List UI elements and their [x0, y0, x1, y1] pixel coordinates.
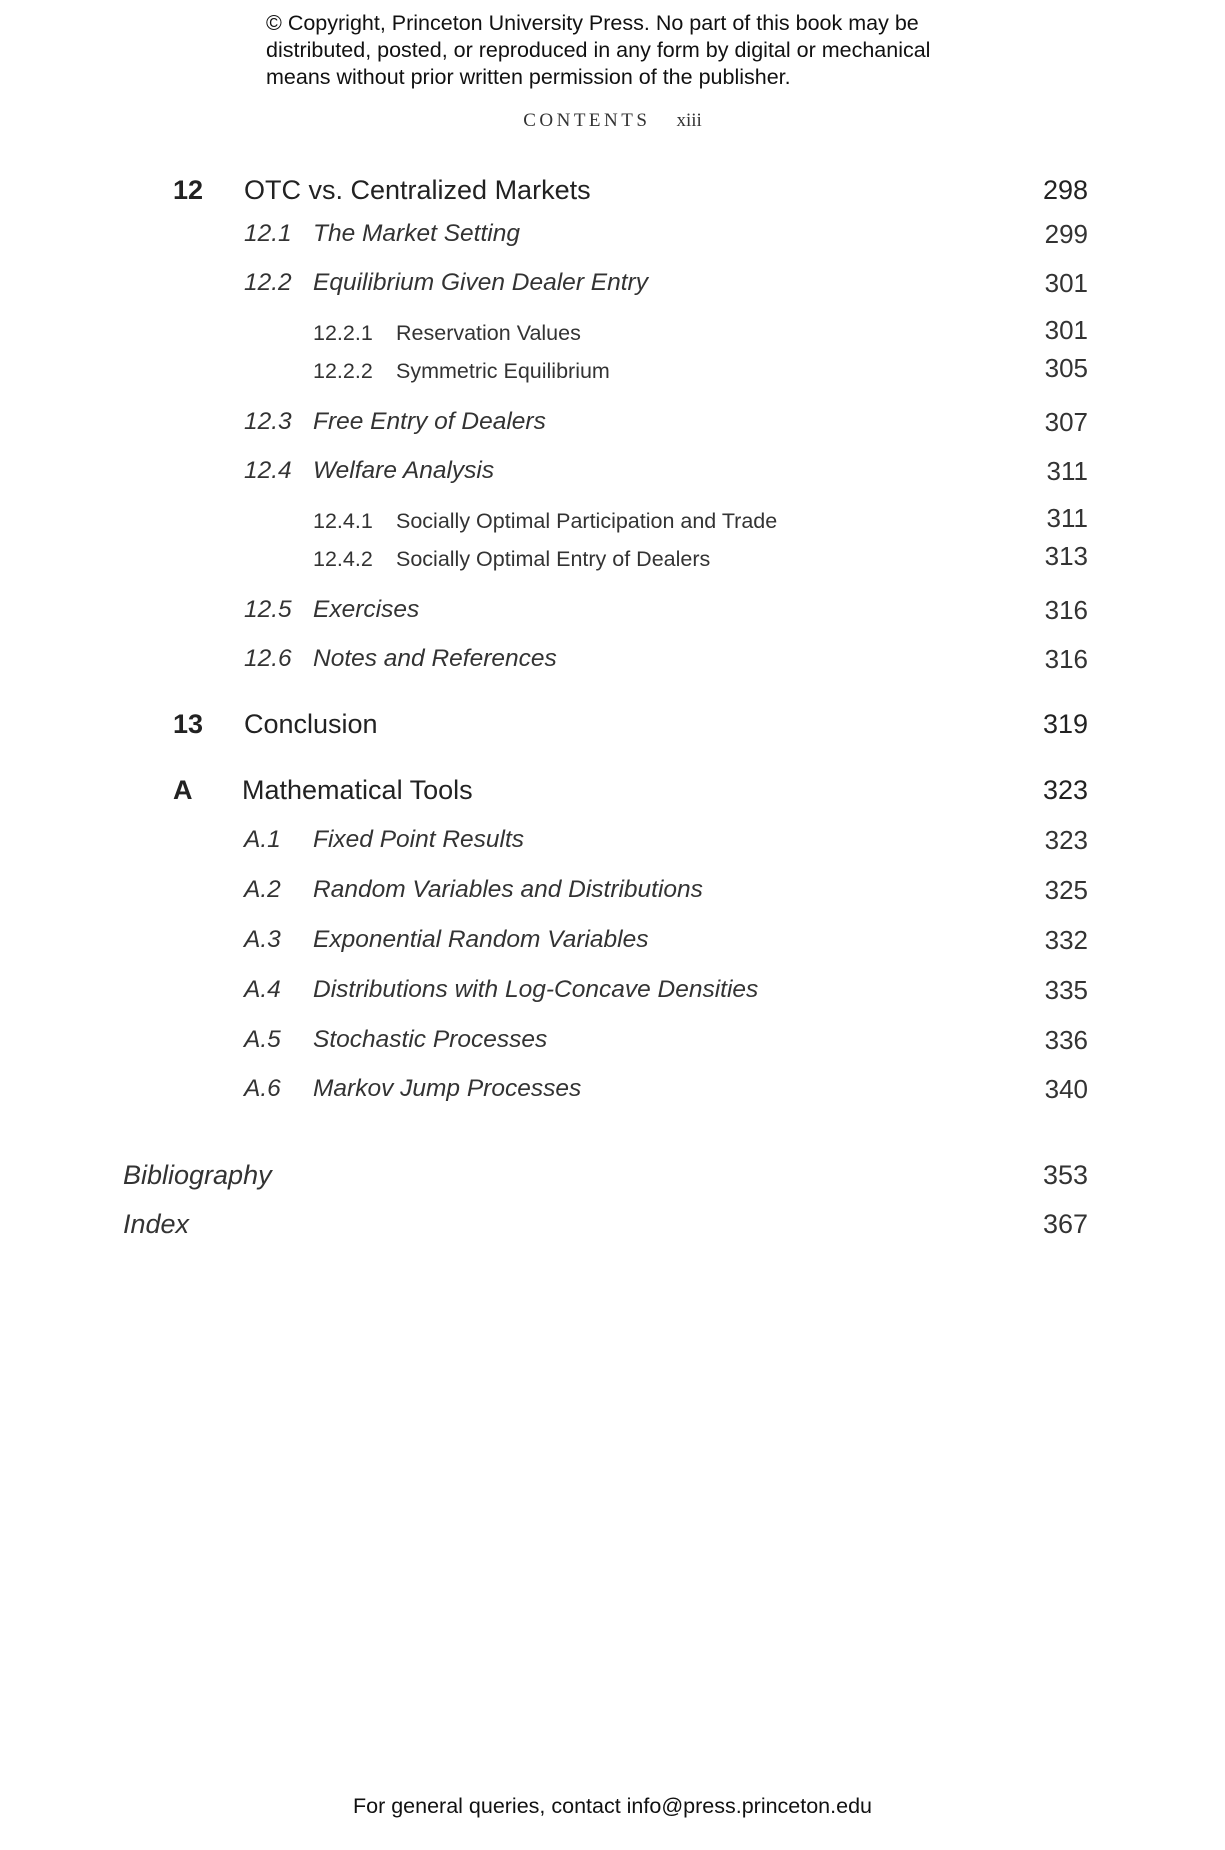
section-title: Notes and References [313, 645, 557, 672]
section-title: Markov Jump Processes [313, 1075, 582, 1102]
page-number: 336 [1044, 1025, 1088, 1055]
section-title: Free Entry of Dealers [313, 408, 546, 435]
toc-section-a-2[interactable] [0, 873, 1225, 913]
page-number: 301 [1044, 315, 1088, 345]
toc-section-12-3[interactable] [0, 405, 1225, 445]
section-number: 12.3 [244, 408, 292, 435]
copyright-line: means without prior written permission of the publisher. [266, 65, 791, 89]
appendix-letter: A [173, 775, 193, 805]
toc-section-a-5[interactable] [0, 1023, 1225, 1063]
page-number: 325 [1044, 875, 1088, 905]
toc-section-12-4[interactable] [0, 454, 1225, 494]
page-number: 311 [1046, 503, 1088, 533]
running-head-title: CONTENTS [523, 110, 651, 131]
section-title: Equilibrium Given Dealer Entry [313, 269, 648, 296]
page-number: 335 [1044, 975, 1088, 1005]
page-number: 316 [1044, 644, 1088, 674]
page-number: 332 [1044, 925, 1088, 955]
subsection-title: Symmetric Equilibrium [396, 359, 610, 383]
chapter-number: 13 [173, 709, 204, 739]
section-title: Exercises [313, 596, 420, 623]
footer-contact: For general queries, contact info@press.princeton.edu [352, 1794, 872, 1818]
toc-bibliography[interactable] [0, 1157, 1225, 1197]
subsection-title: Reservation Values [396, 321, 581, 345]
toc-chapter-13[interactable] [0, 706, 1225, 746]
subsection-number: 12.2.2 [313, 359, 373, 383]
toc-section-a-1[interactable] [0, 823, 1225, 863]
toc-section-12-2[interactable] [0, 266, 1225, 306]
page-number: 323 [1042, 775, 1088, 805]
page-number: 323 [1044, 825, 1088, 855]
backmatter-title: Index [123, 1209, 190, 1239]
page-number: 367 [1042, 1209, 1088, 1239]
page-number: 319 [1042, 709, 1088, 739]
page-number: 299 [1044, 219, 1088, 249]
toc-subsection-12-4-1[interactable] [0, 503, 1225, 546]
section-number: A.3 [244, 926, 281, 953]
section-number: 12.1 [244, 220, 292, 247]
section-title: Exponential Random Variables [313, 926, 649, 953]
toc-section-12-6[interactable] [0, 642, 1225, 682]
chapter-number: 12 [173, 175, 204, 205]
section-number: 12.2 [244, 269, 292, 296]
toc-section-a-3[interactable] [0, 923, 1225, 963]
page-number: 305 [1044, 353, 1088, 383]
section-number: A.6 [244, 1075, 281, 1102]
toc-index[interactable] [0, 1206, 1225, 1246]
subsection-number: 12.4.1 [313, 509, 373, 533]
page-number: 307 [1044, 407, 1088, 437]
page-number: 316 [1044, 595, 1088, 625]
running-head-page-number: xiii [676, 110, 702, 131]
appendix-title: Mathematical Tools [242, 775, 473, 805]
subsection-title: Socially Optimal Entry of Dealers [396, 547, 711, 571]
copyright-line: © Copyright, Princeton University Press. No part of this book may be [266, 11, 919, 35]
subsection-title: Socially Optimal Participation and Trade [396, 509, 778, 533]
copyright-line: distributed, posted, or reproduced in any form by digital or mechanical [266, 38, 931, 62]
section-title: Fixed Point Results [313, 826, 525, 853]
chapter-title: Conclusion [244, 709, 378, 739]
toc-section-12-5[interactable] [0, 593, 1225, 633]
section-number: 12.4 [244, 457, 292, 484]
toc-subsection-12-2-2[interactable] [0, 353, 1225, 396]
toc-chapter-12[interactable] [0, 172, 1225, 212]
subsection-number: 12.4.2 [313, 547, 373, 571]
section-number: A.4 [244, 976, 281, 1003]
section-number: 12.6 [244, 645, 292, 672]
section-title: Random Variables and Distributions [313, 876, 703, 903]
section-number: A.1 [244, 826, 281, 853]
toc-appendix-a[interactable] [0, 772, 1225, 812]
section-title: The Market Setting [313, 220, 520, 247]
page-number: 353 [1042, 1160, 1088, 1190]
page-number: 301 [1044, 268, 1088, 298]
toc-subsection-12-2-1[interactable] [0, 315, 1225, 358]
toc-subsection-12-4-2[interactable] [0, 541, 1225, 584]
page-number: 340 [1044, 1074, 1088, 1104]
section-number: A.2 [244, 876, 281, 903]
page-number: 311 [1046, 456, 1088, 486]
toc-section-12-1[interactable] [0, 217, 1225, 257]
chapter-title: OTC vs. Centralized Markets [244, 175, 591, 205]
section-title: Stochastic Processes [313, 1026, 548, 1053]
page-number: 298 [1042, 175, 1088, 205]
section-title: Distributions with Log-Concave Densities [313, 976, 759, 1003]
section-number: 12.5 [244, 596, 292, 623]
toc-section-a-6[interactable] [0, 1072, 1225, 1112]
section-title: Welfare Analysis [313, 457, 495, 484]
page-number: 313 [1044, 541, 1088, 571]
subsection-number: 12.2.1 [313, 321, 373, 345]
section-number: A.5 [244, 1026, 281, 1053]
toc-section-a-4[interactable] [0, 973, 1225, 1013]
backmatter-title: Bibliography [123, 1160, 272, 1190]
